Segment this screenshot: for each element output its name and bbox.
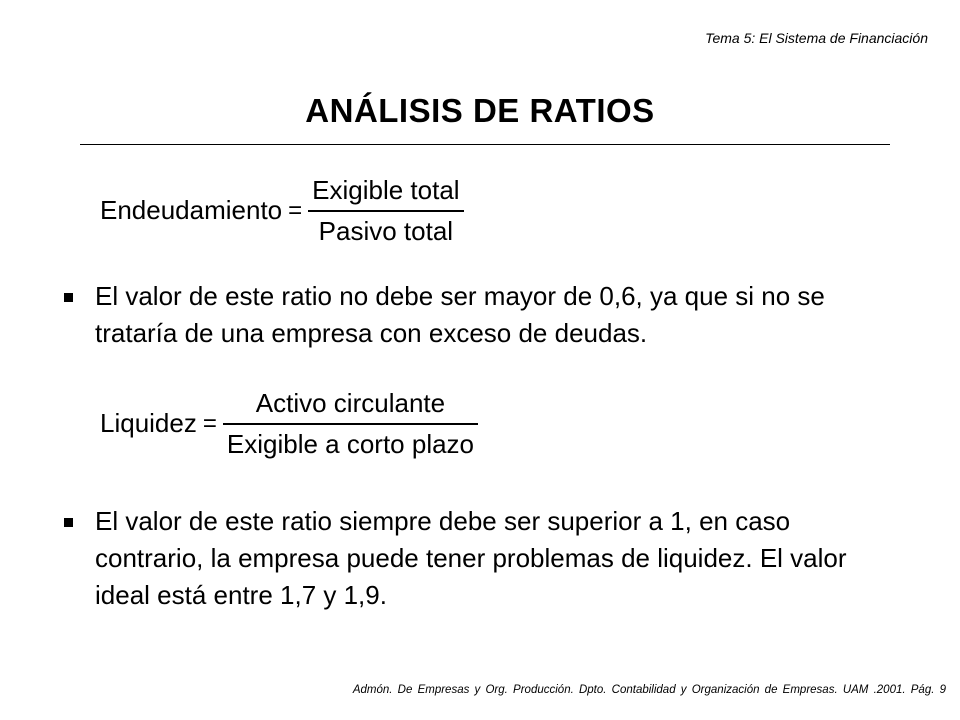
square-bullet-icon [64, 518, 73, 527]
equals-sign: = [288, 196, 303, 224]
liquidity-ratio-formula [100, 388, 478, 460]
fraction [308, 175, 463, 247]
fraction-denominator: Exigible a corto plazo [226, 428, 475, 459]
fraction-denominator: Pasivo total [318, 215, 454, 246]
square-bullet-icon [64, 293, 73, 302]
fraction-numerator: Activo circulante [255, 388, 446, 418]
equals-sign: = [202, 409, 217, 437]
bullet-item [64, 278, 904, 352]
footer-credit: Admón. De Empresas y Org. Producción. Dpto. Contabilidad y Organización de Empresas. UAM .2001. Pág. 9 [352, 684, 946, 696]
header-topic: Tema 5: El Sistema de Financiación [705, 30, 928, 46]
fraction [223, 388, 478, 460]
title-underline [80, 144, 890, 145]
bullet-item [64, 503, 904, 614]
bullet-text: El valor de este ratio siempre debe ser superior a 1, en caso contrario, la empresa puede tener problemas de liquidez. El valor ideal está entre 1,7 y 1,9. [95, 506, 847, 610]
debt-ratio-formula [100, 175, 464, 247]
bullet-text: El valor de este ratio no debe ser mayor de 0,6, ya que si no se trataría de una empresa con exceso de deudas. [95, 281, 825, 348]
page-title: ANÁLISIS DE RATIOS [305, 92, 655, 129]
fraction-numerator: Exigible total [312, 175, 460, 205]
formula-lhs: Liquidez [100, 408, 197, 439]
formula-lhs: Endeudamiento [100, 195, 283, 226]
